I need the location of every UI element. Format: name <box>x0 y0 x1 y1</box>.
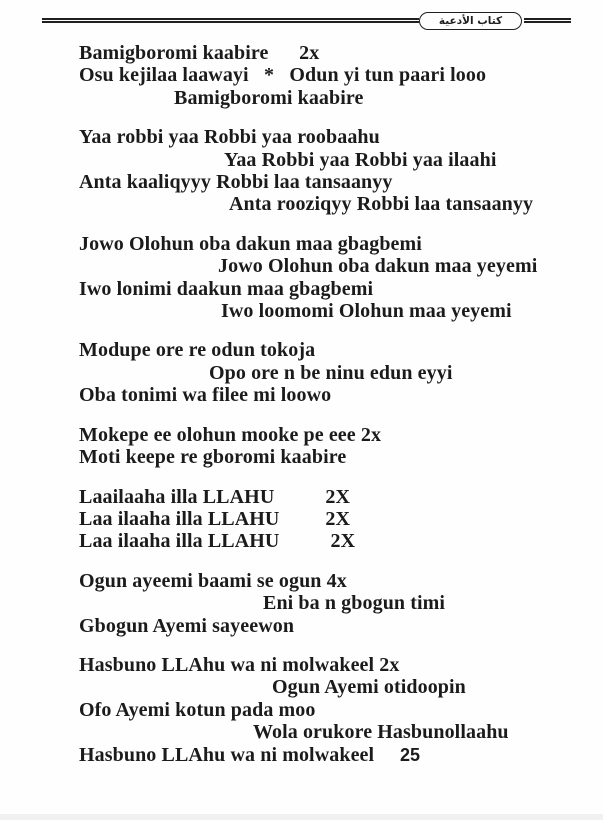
poem-line: Anta kaaliqyyy Robbi laa tansaanyy <box>79 171 393 194</box>
poem-line: Laa ilaaha illa LLAHU 2X <box>79 507 351 530</box>
poem-line: Hasbuno LLAhu wa ni molwakeel 2x <box>79 653 400 676</box>
poem-line: Bamigboromi kaabire 2x <box>79 42 320 64</box>
poem-line: Iwo lonimi daakun maa gbagbemi <box>79 277 374 300</box>
header-rule-right <box>524 18 571 23</box>
poem-line: Ogun Ayemi otidoopin <box>272 676 466 699</box>
poem-line: Wola orukore Hasbunollaahu <box>253 721 509 744</box>
stanza <box>79 654 593 766</box>
poem-line: Osu kejilaa laawayi * Odun yi tun paari looo <box>79 64 487 87</box>
stanza <box>79 486 593 553</box>
header-rule-left <box>42 18 419 23</box>
poem-line: Ofo Ayemi kotun pada moo <box>79 698 316 721</box>
arabic-title: كتاب الأدعية <box>438 14 503 27</box>
stanza <box>79 42 593 109</box>
poem-line: Iwo loomomi Olohun maa yeyemi <box>221 300 512 323</box>
poem-line: Opo ore n be ninu edun eyyi <box>209 361 453 384</box>
poem-line: Hasbuno LLAhu wa ni molwakeel <box>79 743 375 766</box>
stanza <box>79 233 593 323</box>
poem-line: Moti keepe re gboromi kaabire <box>79 446 347 469</box>
poem-line: Mokepe ee olohun mooke pe eee 2x <box>79 423 382 446</box>
poem-line: Eni ba n gbogun timi <box>263 592 446 615</box>
stanza <box>79 424 593 469</box>
page-number: 25 <box>400 745 421 765</box>
poem-line: Modupe ore re odun tokoja <box>79 339 316 362</box>
poem-line: Ogun ayeemi baami se ogun 4x <box>79 569 347 592</box>
poem-line: Jowo Olohun oba dakun maa yeyemi <box>218 255 538 278</box>
page-bottom-edge <box>0 814 603 820</box>
poem-line: Oba tonimi wa filee mi loowo <box>79 384 332 407</box>
poem-line: Laailaaha illa LLAHU 2X <box>79 485 351 508</box>
poem-line: Yaa robbi yaa Robbi yaa roobaahu <box>79 126 380 149</box>
poem-line: Jowo Olohun oba dakun maa gbagbemi <box>79 232 422 255</box>
poem <box>79 42 593 783</box>
poem-line: Gbogun Ayemi sayeewon <box>79 614 295 637</box>
stanza <box>79 126 593 216</box>
poem-line: Yaa Robbi yaa Robbi yaa ilaahi <box>224 148 497 171</box>
poem-line: Bamigboromi kaabire <box>174 86 364 109</box>
poem-line: Anta rooziqyy Robbi laa tansaanyy <box>229 193 534 216</box>
stanza <box>79 339 593 406</box>
stanza <box>79 570 593 637</box>
poem-line: Laa ilaaha illa LLAHU 2X <box>79 530 356 553</box>
header-cartouche <box>419 12 522 30</box>
